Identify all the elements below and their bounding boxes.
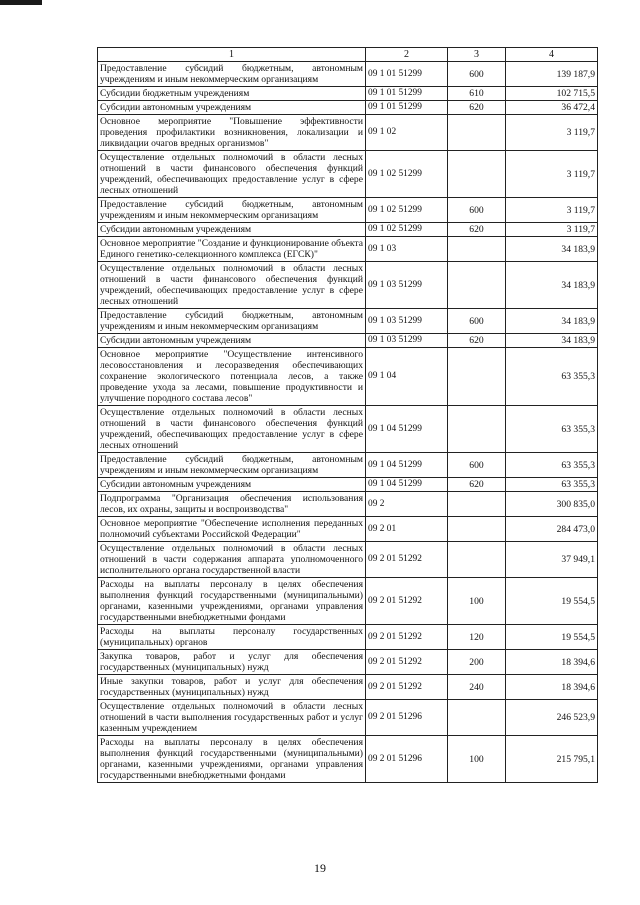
table-row bbox=[98, 62, 598, 87]
row-sum-cell: 36 472,4 bbox=[506, 101, 598, 115]
row-code-cell: 09 1 04 bbox=[366, 348, 448, 406]
row-type-cell: 600 bbox=[448, 453, 506, 478]
row-name-cell: Осуществление отдельных полномочий в области лесных отношений в части финансового обеспечения функций учреждений, обеспечивающих предоставление услуг в сфере лесных отношений bbox=[98, 406, 366, 453]
table-row bbox=[98, 101, 598, 115]
row-code-cell: 09 1 04 51299 bbox=[366, 453, 448, 478]
header-col-1: 1 bbox=[98, 48, 366, 62]
table-row bbox=[98, 700, 598, 736]
table-row bbox=[98, 578, 598, 625]
row-code-cell: 09 1 04 51299 bbox=[366, 406, 448, 453]
row-name-cell: Расходы на выплаты персоналу в целях обеспечения выполнения функций государственными (муниципальными) органами, казенными учреждениями, органами управления государственными внебюджетными фондами bbox=[98, 578, 366, 625]
row-sum-cell: 63 355,3 bbox=[506, 406, 598, 453]
table-row bbox=[98, 625, 598, 650]
row-code-cell: 09 2 01 51292 bbox=[366, 650, 448, 675]
row-sum-cell: 102 715,5 bbox=[506, 87, 598, 101]
table-row bbox=[98, 262, 598, 309]
table-row bbox=[98, 492, 598, 517]
row-name-cell: Предоставление субсидий бюджетным, автономным учреждениям и иным некоммерческим организациям bbox=[98, 198, 366, 223]
row-type-cell: 620 bbox=[448, 101, 506, 115]
row-type-cell bbox=[448, 237, 506, 262]
row-sum-cell: 34 183,9 bbox=[506, 237, 598, 262]
table-row bbox=[98, 87, 598, 101]
row-name-cell: Расходы на выплаты персоналу государственных (муниципальных) органов bbox=[98, 625, 366, 650]
row-name-cell: Субсидии автономным учреждениям bbox=[98, 478, 366, 492]
row-sum-cell: 34 183,9 bbox=[506, 309, 598, 334]
row-name-cell: Субсидии автономным учреждениям bbox=[98, 101, 366, 115]
row-type-cell bbox=[448, 542, 506, 578]
row-sum-cell: 215 795,1 bbox=[506, 736, 598, 783]
table-row bbox=[98, 334, 598, 348]
row-type-cell: 200 bbox=[448, 650, 506, 675]
row-type-cell: 620 bbox=[448, 334, 506, 348]
row-type-cell: 100 bbox=[448, 578, 506, 625]
row-type-cell: 600 bbox=[448, 62, 506, 87]
row-name-cell: Предоставление субсидий бюджетным, автономным учреждениям и иным некоммерческим организациям bbox=[98, 453, 366, 478]
row-type-cell: 610 bbox=[448, 87, 506, 101]
row-sum-cell: 139 187,9 bbox=[506, 62, 598, 87]
header-col-4: 4 bbox=[506, 48, 598, 62]
row-type-cell: 240 bbox=[448, 675, 506, 700]
row-type-cell bbox=[448, 115, 506, 151]
page-number: 19 bbox=[314, 861, 326, 875]
row-code-cell: 09 2 01 51292 bbox=[366, 625, 448, 650]
row-type-cell: 600 bbox=[448, 198, 506, 223]
row-sum-cell: 34 183,9 bbox=[506, 334, 598, 348]
table-row bbox=[98, 309, 598, 334]
row-sum-cell: 19 554,5 bbox=[506, 625, 598, 650]
table-row bbox=[98, 542, 598, 578]
row-name-cell: Субсидии автономным учреждениям bbox=[98, 223, 366, 237]
row-code-cell: 09 1 02 51299 bbox=[366, 223, 448, 237]
table-row bbox=[98, 223, 598, 237]
table-row bbox=[98, 237, 598, 262]
row-sum-cell: 37 949,1 bbox=[506, 542, 598, 578]
row-name-cell: Осуществление отдельных полномочий в области лесных отношений в части выполнения государственных работ и услуг казенным учреждением bbox=[98, 700, 366, 736]
row-sum-cell: 18 394,6 bbox=[506, 650, 598, 675]
table-row bbox=[98, 478, 598, 492]
row-code-cell: 09 1 03 bbox=[366, 237, 448, 262]
header-col-3: 3 bbox=[448, 48, 506, 62]
row-type-cell: 620 bbox=[448, 478, 506, 492]
table-row bbox=[98, 348, 598, 406]
row-type-cell bbox=[448, 492, 506, 517]
row-code-cell: 09 1 01 51299 bbox=[366, 87, 448, 101]
budget-table bbox=[97, 47, 598, 783]
row-name-cell: Осуществление отдельных полномочий в области лесных отношений в части содержания аппарата уполномоченного исполнительного органа государственной власти bbox=[98, 542, 366, 578]
row-sum-cell: 63 355,3 bbox=[506, 478, 598, 492]
row-code-cell: 09 1 03 51299 bbox=[366, 334, 448, 348]
row-sum-cell: 3 119,7 bbox=[506, 198, 598, 223]
row-sum-cell: 284 473,0 bbox=[506, 517, 598, 542]
row-name-cell: Предоставление субсидий бюджетным, автономным учреждениям и иным некоммерческим организациям bbox=[98, 62, 366, 87]
corner-mark bbox=[0, 0, 42, 5]
row-name-cell: Основное мероприятие "Осуществление интенсивного лесовосстановления и лесоразведения обеспечивающих сохранение экологического потенциала лесов, а также проведение ухода за лесами, повышение продуктивности и улучшение породного состава лесов" bbox=[98, 348, 366, 406]
row-code-cell: 09 1 01 51299 bbox=[366, 62, 448, 87]
table-row bbox=[98, 115, 598, 151]
row-sum-cell: 19 554,5 bbox=[506, 578, 598, 625]
table-header-row bbox=[98, 48, 598, 62]
row-code-cell: 09 1 02 bbox=[366, 115, 448, 151]
row-name-cell: Субсидии бюджетным учреждениям bbox=[98, 87, 366, 101]
row-type-cell bbox=[448, 700, 506, 736]
table-row bbox=[98, 151, 598, 198]
table-row bbox=[98, 675, 598, 700]
row-sum-cell: 63 355,3 bbox=[506, 348, 598, 406]
row-name-cell: Основное мероприятие "Создание и функционирование объекта Единого генетико-селекционного комплекса (ЕГСК)" bbox=[98, 237, 366, 262]
row-type-cell: 620 bbox=[448, 223, 506, 237]
row-name-cell: Осуществление отдельных полномочий в области лесных отношений в части финансового обеспечения функций учреждений, обеспечивающих предоставление услуг в сфере лесных отношений bbox=[98, 262, 366, 309]
table-body bbox=[98, 62, 598, 783]
table-row bbox=[98, 517, 598, 542]
table-row bbox=[98, 453, 598, 478]
row-code-cell: 09 2 bbox=[366, 492, 448, 517]
table-row bbox=[98, 198, 598, 223]
row-name-cell: Основное мероприятие "Повышение эффективности проведения профилактики возникновения, локализации и ликвидации очагов вредных организмов" bbox=[98, 115, 366, 151]
row-sum-cell: 3 119,7 bbox=[506, 223, 598, 237]
row-type-cell bbox=[448, 406, 506, 453]
row-sum-cell: 246 523,9 bbox=[506, 700, 598, 736]
row-name-cell: Основное мероприятие "Обеспечение исполнения переданных полномочий субъектами Российской Федерации" bbox=[98, 517, 366, 542]
row-type-cell: 600 bbox=[448, 309, 506, 334]
row-code-cell: 09 1 01 51299 bbox=[366, 101, 448, 115]
header-col-2: 2 bbox=[366, 48, 448, 62]
row-sum-cell: 18 394,6 bbox=[506, 675, 598, 700]
row-sum-cell: 3 119,7 bbox=[506, 151, 598, 198]
row-code-cell: 09 2 01 51296 bbox=[366, 700, 448, 736]
row-name-cell: Осуществление отдельных полномочий в области лесных отношений в части финансового обеспечения функций учреждений, обеспечивающих предоставление услуг в сфере лесных отношений bbox=[98, 151, 366, 198]
row-code-cell: 09 2 01 51292 bbox=[366, 542, 448, 578]
table-row bbox=[98, 406, 598, 453]
row-code-cell: 09 1 02 51299 bbox=[366, 198, 448, 223]
row-code-cell: 09 2 01 bbox=[366, 517, 448, 542]
row-name-cell: Расходы на выплаты персоналу в целях обеспечения выполнения функций государственными (муниципальными) органами, казенными учреждениями, органами управления государственными внебюджетными фондами bbox=[98, 736, 366, 783]
row-type-cell: 100 bbox=[448, 736, 506, 783]
row-sum-cell: 34 183,9 bbox=[506, 262, 598, 309]
row-sum-cell: 300 835,0 bbox=[506, 492, 598, 517]
row-type-cell bbox=[448, 262, 506, 309]
row-code-cell: 09 2 01 51292 bbox=[366, 578, 448, 625]
row-code-cell: 09 2 01 51292 bbox=[366, 675, 448, 700]
table-row bbox=[98, 736, 598, 783]
table-row bbox=[98, 650, 598, 675]
row-code-cell: 09 1 03 51299 bbox=[366, 309, 448, 334]
row-code-cell: 09 1 02 51299 bbox=[366, 151, 448, 198]
row-type-cell bbox=[448, 517, 506, 542]
row-code-cell: 09 2 01 51296 bbox=[366, 736, 448, 783]
row-name-cell: Подпрограмма "Организация обеспечения использования лесов, их охраны, защиты и воспроизводства" bbox=[98, 492, 366, 517]
row-sum-cell: 63 355,3 bbox=[506, 453, 598, 478]
row-type-cell: 120 bbox=[448, 625, 506, 650]
row-name-cell: Предоставление субсидий бюджетным, автономным учреждениям и иным некоммерческим организациям bbox=[98, 309, 366, 334]
row-name-cell: Закупка товаров, работ и услуг для обеспечения государственных (муниципальных) нужд bbox=[98, 650, 366, 675]
row-code-cell: 09 1 04 51299 bbox=[366, 478, 448, 492]
row-name-cell: Иные закупки товаров, работ и услуг для обеспечения государственных (муниципальных) нужд bbox=[98, 675, 366, 700]
row-sum-cell: 3 119,7 bbox=[506, 115, 598, 151]
row-type-cell bbox=[448, 348, 506, 406]
row-code-cell: 09 1 03 51299 bbox=[366, 262, 448, 309]
row-type-cell bbox=[448, 151, 506, 198]
row-name-cell: Субсидии автономным учреждениям bbox=[98, 334, 366, 348]
